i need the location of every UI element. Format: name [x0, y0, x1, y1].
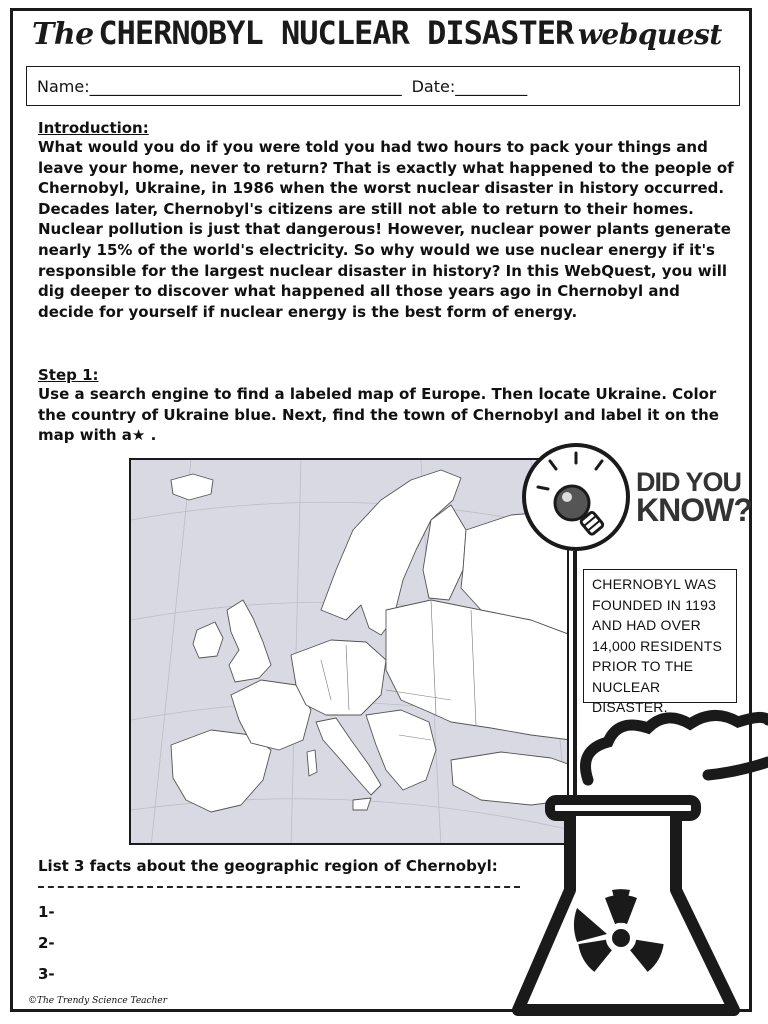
- facts-prompt: List 3 facts about the geographic region of Chernobyl:: [38, 857, 498, 875]
- facts-section: [38, 856, 558, 877]
- did-you-know-line1: DID YOU: [636, 467, 742, 497]
- did-you-know-circle: [522, 443, 630, 551]
- step1-heading: Step 1:: [38, 366, 99, 384]
- date-line[interactable]: _________: [455, 76, 528, 96]
- footer-credit: ©The Trendy Science Teacher: [28, 996, 168, 1006]
- europe-map[interactable]: [129, 458, 569, 845]
- iceland-shape: [171, 474, 213, 500]
- introduction-section: [38, 119, 738, 322]
- page-title: [32, 14, 742, 64]
- title-main: CHERNOBYL NUCLEAR DISASTER: [98, 14, 574, 52]
- lightbulb-icon: [526, 447, 626, 547]
- title-prefix: The: [32, 17, 94, 52]
- europe-map-drawing: [131, 460, 569, 845]
- fact-item-3[interactable]: 3-: [38, 965, 55, 983]
- name-label: Name:: [37, 76, 90, 96]
- britain-shape: [227, 600, 271, 682]
- fact-item-2[interactable]: 2-: [38, 934, 55, 952]
- name-line[interactable]: _______________________________________: [89, 76, 402, 96]
- ireland-shape: [193, 622, 223, 658]
- step1-text: Use a search engine to find a labeled map of Europe. Then locate Ukraine. Color the country of Ukraine blue. Next, find the town of Chernobyl and label it on the map with a★ .: [38, 385, 719, 445]
- introduction-heading: Introduction:: [38, 119, 149, 137]
- step1-section: [38, 366, 738, 446]
- did-you-know-line2: KNOW?: [636, 492, 752, 528]
- did-you-know-label: [636, 467, 756, 528]
- introduction-text: What would you do if you were told you had two hours to pack your things and leave your home, never to return? That is exactly what happened to the people of Chernobyl, Ukraine, in 1986 when the worst nuclear disaster in history occurred. Decades later, Chernobyl's citizens are still not able to return to their homes. Nuclear pollution is just that dangerous! However, nuclear power plants generate nearly 15% of the world's electricity. So why would we use nuclear energy if it's responsible for the largest nuclear disaster in history? In this WebQuest, you will dig deeper to discover what happened all those years ago in Chernobyl and decide for yourself if nuclear energy is the best form of energy.: [38, 138, 734, 321]
- central-europe-shape: [291, 640, 386, 715]
- sicily-shape: [353, 798, 371, 810]
- title-suffix: webquest: [577, 18, 722, 51]
- did-you-know-fact: CHERNOBYL WAS FOUNDED IN 1193 AND HAD OVER 14,000 RESIDENTS PRIOR TO THE NUCLEAR DISASTER.: [583, 569, 737, 703]
- name-date-box: [26, 66, 740, 106]
- sardinia-shape: [307, 750, 317, 776]
- facts-dashed-line: [38, 886, 520, 888]
- date-label: Date:: [411, 76, 456, 96]
- fact-item-1[interactable]: 1-: [38, 903, 55, 921]
